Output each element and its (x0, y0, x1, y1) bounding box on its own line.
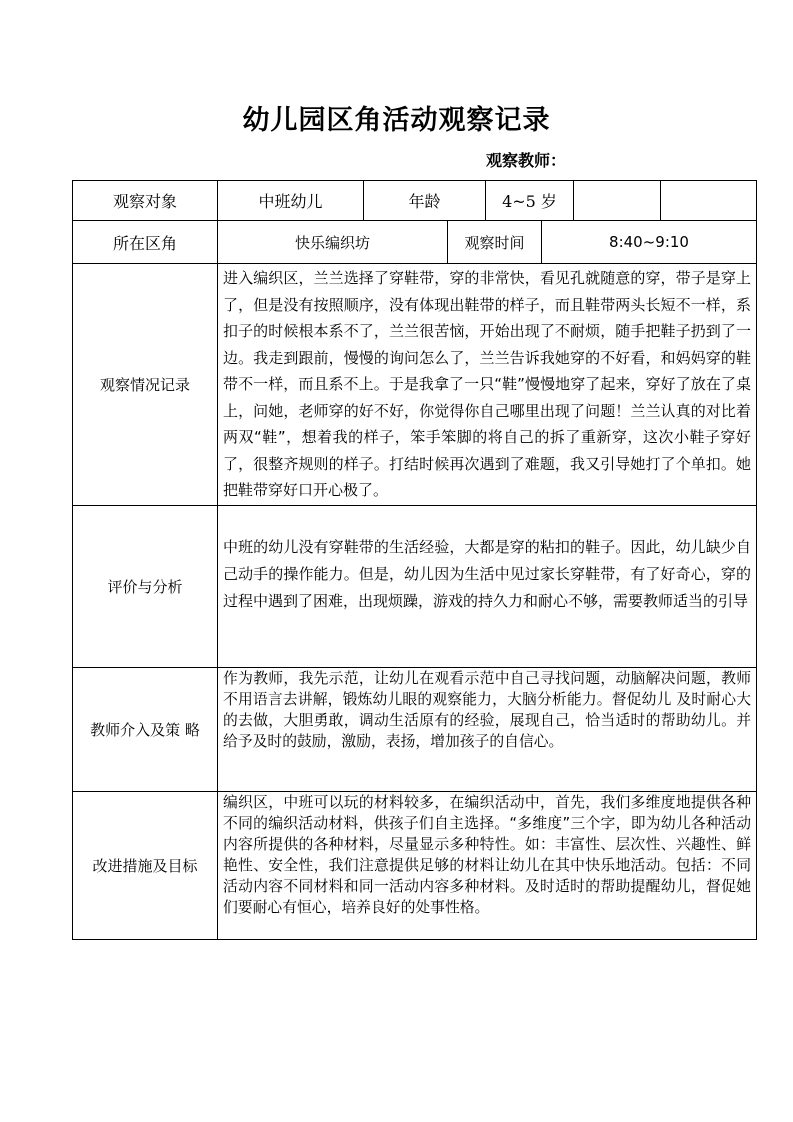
evaluation-text: 中班的幼儿没有穿鞋带的生活经验，大都是穿的粘扣的鞋子。因此，幼儿缺少自己动手的操作能力。但是，幼儿因为生活中见过家长穿鞋带，有了好奇心，穿的过程中遇到了困难，出现烦躁，游戏的持久力和耐心不够，需要教师适当的引导 (223, 538, 751, 610)
subject-value: 中班幼儿 (258, 192, 323, 211)
improvement-text: 编织区，中班可以玩的材料较多，在编织活动中，首先，我们多维度地提供各种不同的编织活动材料，供孩子们自主选择。“多维度”三个字，即为幼儿各种活动内容所提供的各种材料，尽量显示多种特性。如：丰富性、层次性、兴趣性、鲜艳性、安全性，我们注意提供足够的材料让幼儿在其中快乐地活动。包括：不同活动内容不同材料和同一活动内容多种材料。及时适时的帮助提醒幼儿，督促她们要耐心有恒心，培养良好的处事性格。 (223, 794, 751, 916)
intervention-label: 教师介入及策 略 (90, 721, 200, 739)
area-label: 所在区角 (112, 233, 177, 253)
empty-cell (574, 181, 660, 220)
observation-table (72, 180, 757, 940)
column-divider (217, 181, 218, 939)
area-value: 快乐编织坊 (294, 233, 370, 252)
age-label: 年龄 (408, 192, 441, 211)
page-title: 幼儿园区角活动观察记录 (242, 105, 551, 136)
age-value: 4~5 岁 (502, 192, 557, 211)
subject-label: 观察对象 (112, 192, 177, 211)
evaluation-label: 评价与分析 (107, 578, 183, 596)
empty-cell (661, 181, 756, 220)
time-value: 8:40~9:10 (609, 233, 689, 251)
intervention-text: 作为教师，我先示范，让幼儿在观看示范中自己寻找问题，动脑解决问题，教师不用语言去讲解，锻炼幼儿眼的观察能力，大脑分析能力。督促幼儿 及时耐心大的去做，大胆勇敢，调动生活原有的经验，展现自己，恰当适时的帮助幼儿。并给予及时的鼓励，激励，表扬，增加孩子的自信心。 (223, 670, 751, 750)
teacher-label: 观察教师： (486, 151, 567, 170)
observation-text: 进入编织区，兰兰选择了穿鞋带，穿的非常快，看见孔就随意的穿，带子是穿上了，但是没有按照顺序，没有体现出鞋带的样子，而且鞋带两头长短不一样，系扣子的时候根本系不了，兰兰很苦恼，开始出现了不耐烦，随手把鞋子扔到了一边。我走到跟前，慢慢的询问怎么了，兰兰告诉我她穿的不好看，和妈妈穿的鞋带不一样，而且系不上。于是我拿了一只“鞋”慢慢地穿了起来，穿好了放在了桌上，问她，老师穿的好不好，你觉得你自己哪里出现了问题！兰兰认真的对比着两双“鞋”，想着我的样子，笨手笨脚的将自己的拆了重新穿，这次小鞋子穿好了，很整齐规则的样子。打结时候再次遇到了难题，我又引导她打了个单扣。她把鞋带穿好口开心极了。 (223, 269, 751, 499)
observation-label: 观察情况记录 (99, 376, 190, 394)
improvement-label: 改进措施及目标 (92, 857, 198, 875)
time-label: 观察时间 (464, 233, 525, 252)
